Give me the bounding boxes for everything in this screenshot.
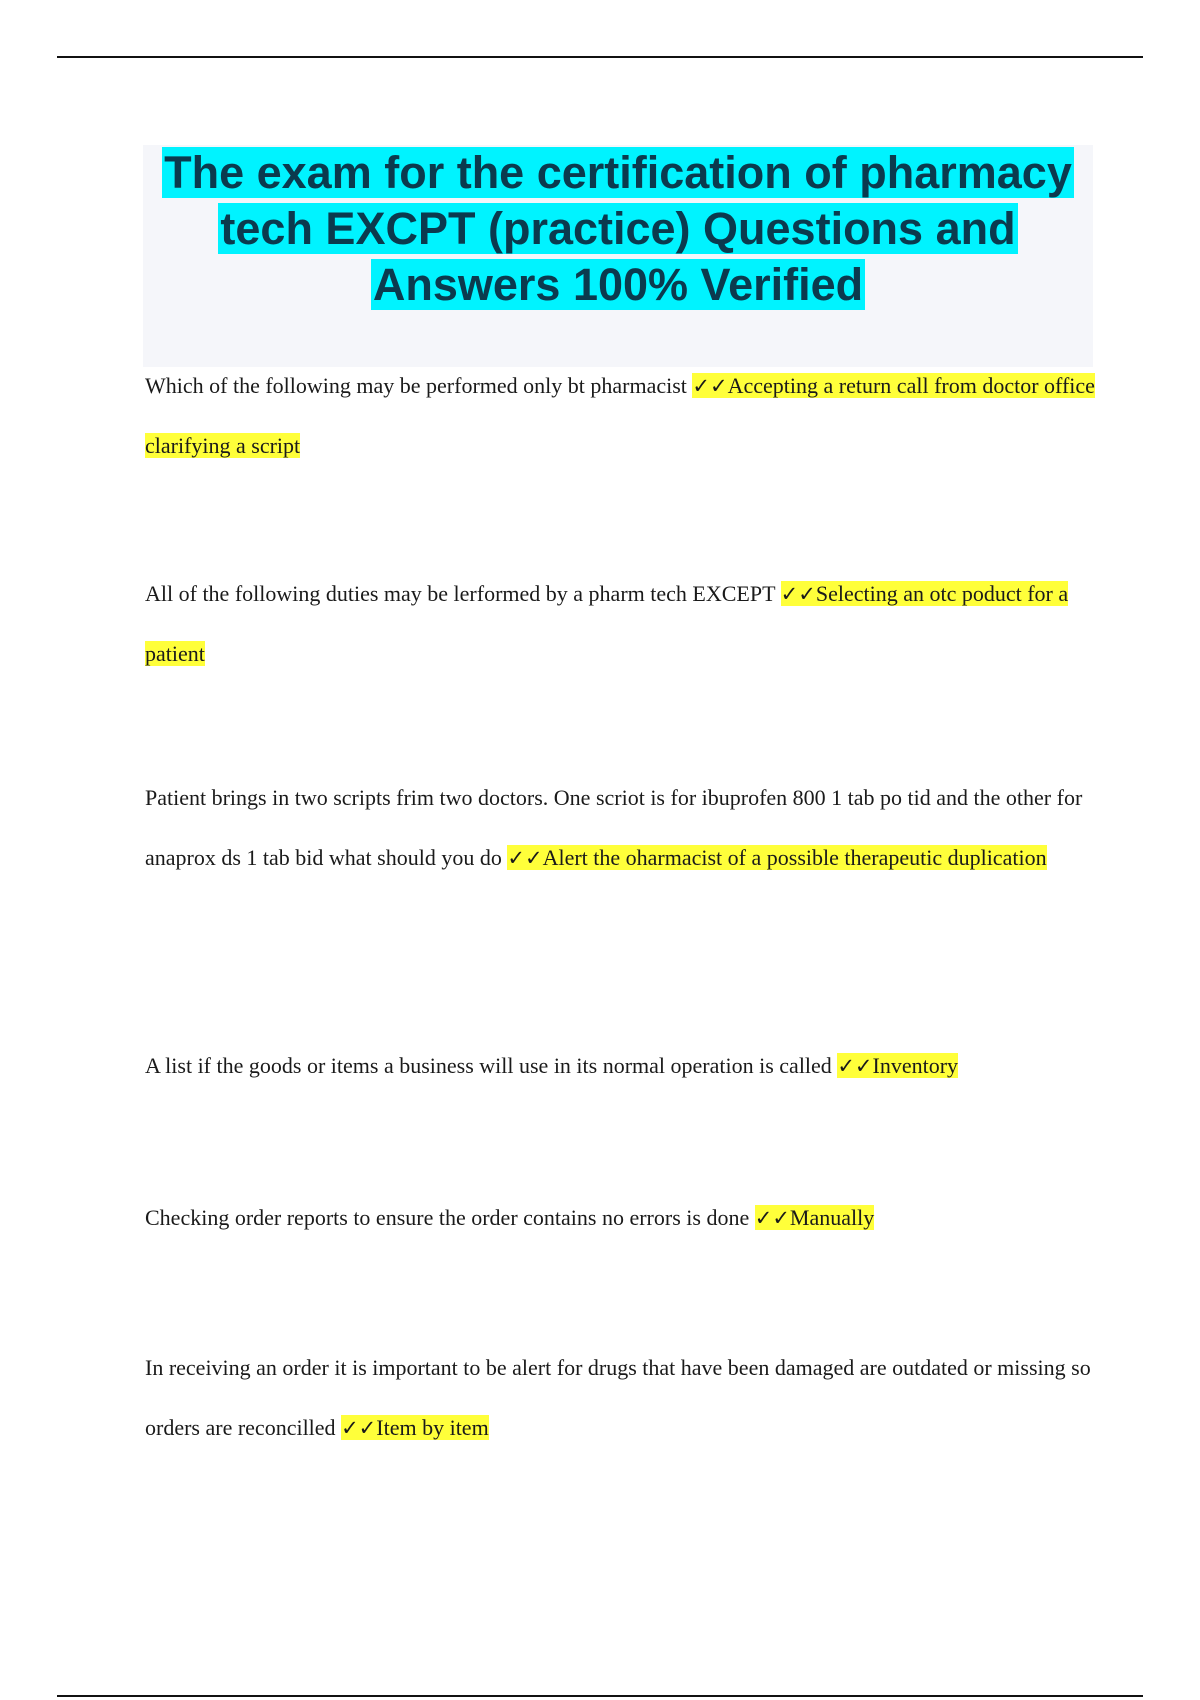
double-check-icon: ✓✓ — [341, 1416, 377, 1440]
title-highlight: The exam for the certification of pharmacy tech EXCPT (practice) Questions and Answers 100% Verified — [164, 147, 1072, 310]
question-text: Checking order reports to ensure the order contains no errors is done — [145, 1205, 750, 1230]
qa-item-6 — [145, 1338, 1095, 1458]
answer-highlight — [341, 1415, 489, 1440]
question-text: A list if the goods or items a business will use in its normal operation is called — [145, 1053, 832, 1078]
double-check-icon: ✓✓ — [754, 1206, 790, 1230]
answer-text: Manually — [789, 1205, 875, 1230]
answer-text: Item by item — [376, 1415, 489, 1440]
qa-item-1 — [145, 356, 1095, 476]
footer-rule — [57, 1695, 1143, 1697]
answer-text: Accepting a return call from doctor office clarifying a script — [145, 373, 1095, 458]
title-box — [143, 145, 1093, 367]
answer-text: Alert the oharmacist of a possible therapeutic duplication — [542, 845, 1047, 870]
answer-text: Selecting an otc poduct for a patient — [145, 581, 1069, 666]
qa-item-2 — [145, 564, 1095, 684]
answer-text: Inventory — [872, 1053, 959, 1078]
qa-item-3 — [145, 768, 1095, 888]
answer-highlight — [837, 1053, 958, 1078]
double-check-icon: ✓✓ — [780, 582, 816, 606]
answer-highlight — [507, 845, 1046, 870]
qa-item-4 — [145, 1036, 1095, 1096]
answer-highlight — [755, 1205, 875, 1230]
question-text: In receiving an order it is important to be alert for drugs that have been damaged are outdated or missing so orders are reconcilled — [145, 1355, 1091, 1440]
question-text: All of the following duties may be lerformed by a pharm tech EXCEPT — [145, 581, 776, 606]
qa-item-5 — [145, 1188, 1095, 1248]
double-check-icon: ✓✓ — [507, 846, 543, 870]
header-rule — [57, 56, 1143, 58]
question-text: Which of the following may be performed only bt pharmacist — [145, 373, 687, 398]
document-title — [143, 145, 1093, 313]
question-text: Patient brings in two scripts frim two doctors. One scriot is for ibuprofen 800 1 tab po tid and the other for anaprox ds 1 tab bid what should you do — [145, 785, 1083, 870]
double-check-icon: ✓✓ — [692, 374, 728, 398]
double-check-icon: ✓✓ — [837, 1054, 873, 1078]
